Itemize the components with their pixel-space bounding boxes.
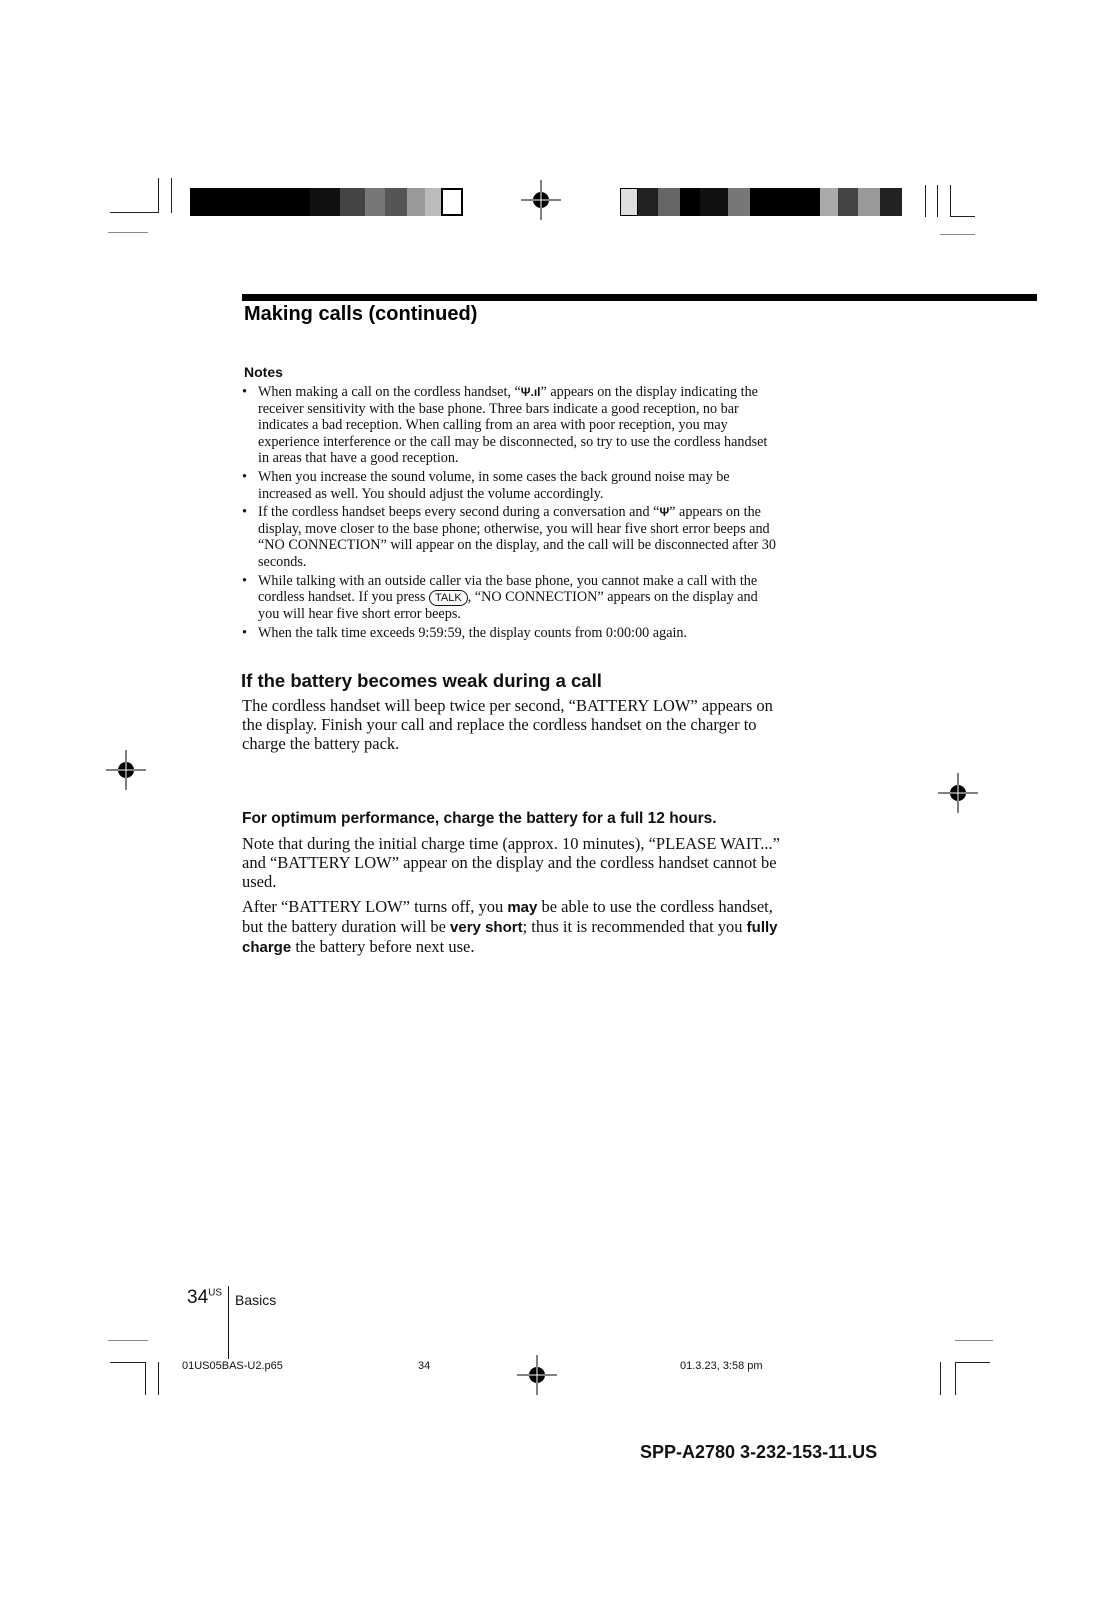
crosshair-register-icon <box>106 750 146 790</box>
page-title: Making calls (continued) <box>244 303 478 325</box>
slug-timestamp: 01.3.23, 3:58 pm <box>680 1360 763 1372</box>
crop-mark-bottom-right-h <box>955 1340 993 1341</box>
slug-file: 01US05BAS-U2.p65 <box>182 1360 283 1372</box>
note-item: • When you increase the sound volume, in some cases the back ground noise may be increased as well. You should adjust the volume accordingly. <box>238 469 778 502</box>
footer-section: Basics <box>235 1292 277 1308</box>
crop-mark-top-right-h <box>950 216 975 217</box>
section-rule <box>242 294 1037 301</box>
note-item: • When making a call on the cordless handset, “Ψ.ıl” appears on the display indicating the receiver sensitivity with the base phone. Three bars indicate a good reception, no bar indicates a bad reception. When calling from an area with poor reception, you may experience interference or the call may be disconnected, so try to use the cordless handset in areas that have a good reception. <box>238 384 778 467</box>
crop-mark-top-right-v2 <box>937 185 938 217</box>
slug-page: 34 <box>418 1360 431 1372</box>
optimum-heading: For optimum performance, charge the battery for a full 12 hours. <box>242 810 717 827</box>
after-paragraph: After “BATTERY LOW” turns off, you may be able to use the cordless handset, but the battery duration will be very short; thus it is recommended that you fully charge the battery before next use. <box>242 897 778 956</box>
model-code: SPP-A2780 3-232-153-11.US <box>640 1442 878 1462</box>
note-item: • When the talk time exceeds 9:59:59, the display counts from 0:00:00 again. <box>238 625 778 642</box>
crop-mark-top-left-h2 <box>108 232 148 233</box>
crop-mark-top-right-h2 <box>940 234 975 235</box>
footer-divider <box>228 1286 229 1359</box>
color-bar-left <box>190 188 463 216</box>
crop-mark-bottom-right-v1 <box>940 1362 941 1395</box>
crop-mark-bottom-left-h2 <box>110 1362 145 1363</box>
crop-mark-bottom-left-v1 <box>145 1362 146 1395</box>
notes-list <box>238 384 778 643</box>
crosshair-register-icon <box>938 773 978 813</box>
crosshair-register-icon <box>517 1355 557 1395</box>
crop-mark-bottom-left-v2 <box>158 1362 159 1395</box>
note-item: • While talking with an outside caller via the base phone, you cannot make a call with the cordless handset. If you press TALK , “NO CONNECTION” appears on the display and you will hear five short error beeps. <box>238 573 778 623</box>
battery-paragraph: The cordless handset will beep twice per second, “BATTERY LOW” appears on the display. Finish your call and replace the cordless handset on the charger to charge the battery pack. <box>242 696 773 753</box>
optimum-paragraph: Note that during the initial charge time (approx. 10 minutes), “PLEASE WAIT...” and “BATTERY LOW” appear on the display and the cordless handset cannot be used. <box>242 834 780 891</box>
antenna-signal-icon: Ψ.ıl <box>520 385 541 399</box>
note-item: • If the cordless handset beeps every second during a conversation and “Ψ” appears on the display, move closer to the base phone; otherwise, you will hear five short error beeps and “NO CONNECTION” will appear on the display, and the call will be disconnected after 30 seconds. <box>238 504 778 570</box>
page-number: $34^{US}$ <box>187 1287 223 1308</box>
crop-mark-top-right-v3 <box>950 185 951 217</box>
crosshair-register-icon <box>521 180 561 220</box>
crop-mark-bottom-right-v2 <box>955 1362 956 1395</box>
crop-mark-top-left-h <box>110 212 158 213</box>
antenna-signal-icon: Ψ <box>659 505 670 520</box>
notes-label: Notes <box>244 364 283 380</box>
crop-mark-top-left-v1 <box>158 178 159 213</box>
crop-mark-top-left-v2 <box>171 178 172 213</box>
crop-mark-bottom-left-h <box>108 1340 148 1341</box>
crop-mark-bottom-right-h2 <box>955 1362 990 1363</box>
battery-heading: If the battery becomes weak during a call <box>241 670 602 691</box>
crop-mark-top-right-v1 <box>925 185 926 217</box>
talk-key-icon: TALK <box>429 590 468 606</box>
color-bar-right <box>620 188 902 216</box>
